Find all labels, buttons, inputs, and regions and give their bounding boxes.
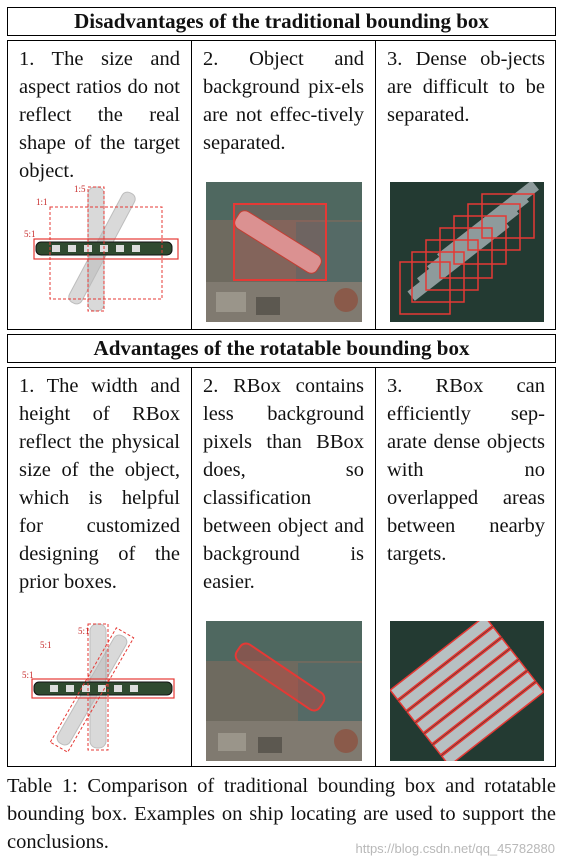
ratio-label: 5:1 [40,640,52,650]
ratio-label: 5:1 [78,626,90,636]
disadvantage-cell-3 [375,41,556,329]
dense-ships-image-bbox [390,182,544,322]
dense-ships-image-rbox [390,621,544,761]
disadvantages-header: Disadvantages of the traditional bounding box [7,7,556,36]
advantage-text-3: 3. RBox can efficiently sep-arate dense objects with no overlapped areas between nearby targets. [387,375,545,565]
disadvantage-cell-2 [191,41,375,329]
ship-bbox-diagram [22,183,182,313]
advantages-header: Advantages of the rotatable bounding box [7,334,556,363]
ratio-label: 1:5 [74,184,86,194]
table-caption: Table 1: Comparison of traditional bounding box and rotatable bounding box. Examples on ship locating are used to support the conclusions. [7,775,556,853]
disadvantage-text-1: 1. The size and aspect ratios do not reflect the real shape of the target object. [19,48,180,182]
ship-rbox-diagram [18,620,184,760]
ratio-label: 5:1 [24,229,36,239]
advantage-cell-2 [191,368,375,766]
harbor-image-rbox [206,621,362,761]
advantages-table [7,367,556,767]
harbor-image-bbox [206,182,362,322]
advantage-cell-3 [375,368,556,766]
advantage-cell-1 [8,368,191,766]
disadvantage-text-2: 2. Object and background pix-els are not effec-tively separated. [203,48,364,154]
disadvantage-cell-1 [8,41,191,329]
watermark: https://blog.csdn.net/qq_45782880 [355,841,555,856]
ratio-label: 5:1 [22,670,34,680]
ratio-label: 1:1 [36,197,48,207]
advantage-text-2: 2. RBox contains less background pixels than BBox does, so classification between object and background is easier. [203,375,364,593]
advantage-text-1: 1. The width and height of RBox reflect the physical size of the object, which is helpful for customized designing of the prior boxes. [19,375,180,593]
disadvantages-table [7,40,556,330]
disadvantage-text-3: 3. Dense ob-jects are difficult to be separated. [387,48,545,126]
